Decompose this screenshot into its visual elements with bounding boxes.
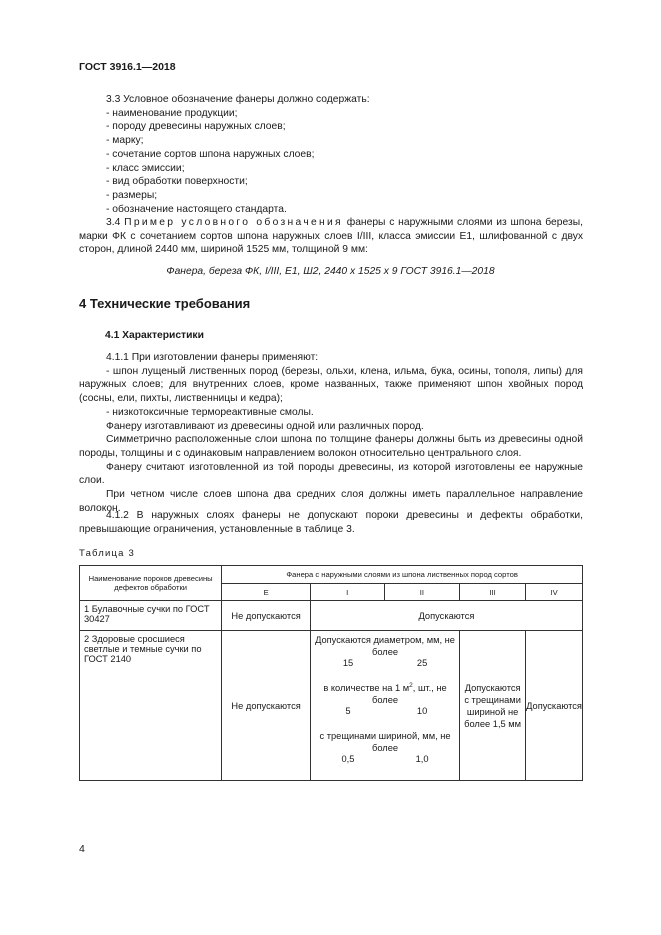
designation-example: Фанера, береза ФК, I/III, Е1, Ш2, 2440 x 1525 x 9 ГОСТ 3916.1—2018 xyxy=(166,266,495,277)
list-item: - вид обработки поверхности; xyxy=(106,176,248,188)
grade-header-e: Е xyxy=(222,584,311,601)
size-limits xyxy=(311,631,459,780)
section-4-heading: 4 Технические требования xyxy=(79,296,251,311)
grade-header-ii: II xyxy=(384,584,460,601)
section-3-4-text: фанеры с наружными слоями из шпона березы, марки ФК с сочетанием сортов шпона наружных слоев I/III, класса эмиссии Е1, шлифованной с двух сторон, длиной 2440 мм, шириной 1525 мм, толщиной 9 мм: xyxy=(79,217,583,256)
diameter-label: Допускаются диаметром, мм, не более xyxy=(315,635,455,657)
paragraph: Симметрично расположенные слои шпона по толщине фанеры должны быть из древесины одной породы, толщины и с одинаковым направлением волокон относительно центрального слоя. xyxy=(79,434,583,459)
example-heading: Пример условного обозначения xyxy=(124,217,343,228)
list-item: - породу древесины наружных слоев; xyxy=(106,121,286,133)
paragraph: Фанеру изготавливают из древесины одной или различных пород. xyxy=(106,420,424,432)
cell-value: Не допускаются xyxy=(222,631,311,781)
crack-label: с трещинами шириной, мм, не более xyxy=(319,731,451,754)
list-item: - низкотоксичные термореактивные смолы. xyxy=(106,406,314,418)
paragraph: Фанеру считают изготовленной из той породы древесины, из которой изготовлены ее наружные слои. xyxy=(79,461,583,487)
cell-value: 10 xyxy=(416,706,428,717)
cell-value: 5 xyxy=(345,706,351,717)
count-label-sup: 2 xyxy=(409,682,413,689)
cell-value: 0,5 xyxy=(341,754,355,765)
section-4-1-2: 4.1.2 В наружных слоях фанеры не допускают пороки древесины и дефекты обработки, превышающие ограничения, установленные в таблице 3. xyxy=(79,510,583,535)
section-3-4-number: 3.4 xyxy=(106,217,121,228)
group-header: Фанера с наружными слоями из шпона лиственных пород сортов xyxy=(222,566,583,584)
cell-value: Допускаются с трещинами шириной не более 1,5 мм xyxy=(460,631,526,781)
grade-header-iii: III xyxy=(460,584,526,601)
list-item: - размеры; xyxy=(106,189,158,201)
paragraph: При четном числе слоев шпона два средних слоя должны иметь параллельное направление волокон. xyxy=(79,489,583,514)
page-number: 4 xyxy=(79,843,85,855)
list-item: - марку; xyxy=(106,135,144,147)
section-4-1-1 xyxy=(79,351,583,515)
cell-value: 1,0 xyxy=(415,754,429,765)
section-3-3-intro: 3.3 Условное обозначение фанеры должно содержать: xyxy=(106,94,370,105)
document-header: ГОСТ 3916.1—2018 xyxy=(79,61,176,73)
section-4-1-heading: 4.1 Характеристики xyxy=(105,330,204,341)
count-label xyxy=(311,680,459,706)
column-header-defect: Наименование пороков древесины дефектов обработки xyxy=(80,566,222,601)
table-row xyxy=(80,631,583,781)
count-label-text: в количестве на 1 м xyxy=(323,683,410,694)
list-item: - обозначение настоящего стандарта. xyxy=(106,203,287,215)
defect-name: 1 Булавочные сучки по ГОСТ 30427 xyxy=(80,601,222,631)
cell-value: Допускаются xyxy=(310,601,582,631)
cell-value: Не допускаются xyxy=(222,601,311,631)
grade-header-i: I xyxy=(310,584,384,601)
defect-name: 2 Здоровые сросшиеся светлые и темные сучки по ГОСТ 2140 xyxy=(80,631,222,781)
section-3-3 xyxy=(106,93,370,216)
list-item: - шпон лущеный лиственных пород (березы, ольхи, клена, ильма, бука, осины, тополя, липы) для наружных слоев; для внутренних слоев, кроме названных, также применяют шпон хвойных пород (сосны, ели, пихты, лиственницы и кедра); xyxy=(79,365,583,405)
defects-table xyxy=(79,565,583,781)
section-3-4 xyxy=(79,216,583,257)
cell-value: 25 xyxy=(416,658,428,668)
table-row xyxy=(80,601,583,631)
cell-value: Допускаются xyxy=(526,631,583,781)
grade-header-iv: IV xyxy=(526,584,583,601)
section-4-1-1-intro: 4.1.1 При изготовлении фанеры применяют: xyxy=(106,352,319,363)
list-item: - сочетание сортов шпона наружных слоев; xyxy=(106,148,315,160)
table-caption: Таблица 3 xyxy=(79,548,135,559)
list-item: - класс эмиссии; xyxy=(106,162,185,174)
count-label-text: , шт., не более xyxy=(372,683,447,706)
cell-value: 15 xyxy=(342,658,354,668)
size-limits-cell xyxy=(310,631,459,781)
list-item: - наименование продукции; xyxy=(106,107,238,119)
